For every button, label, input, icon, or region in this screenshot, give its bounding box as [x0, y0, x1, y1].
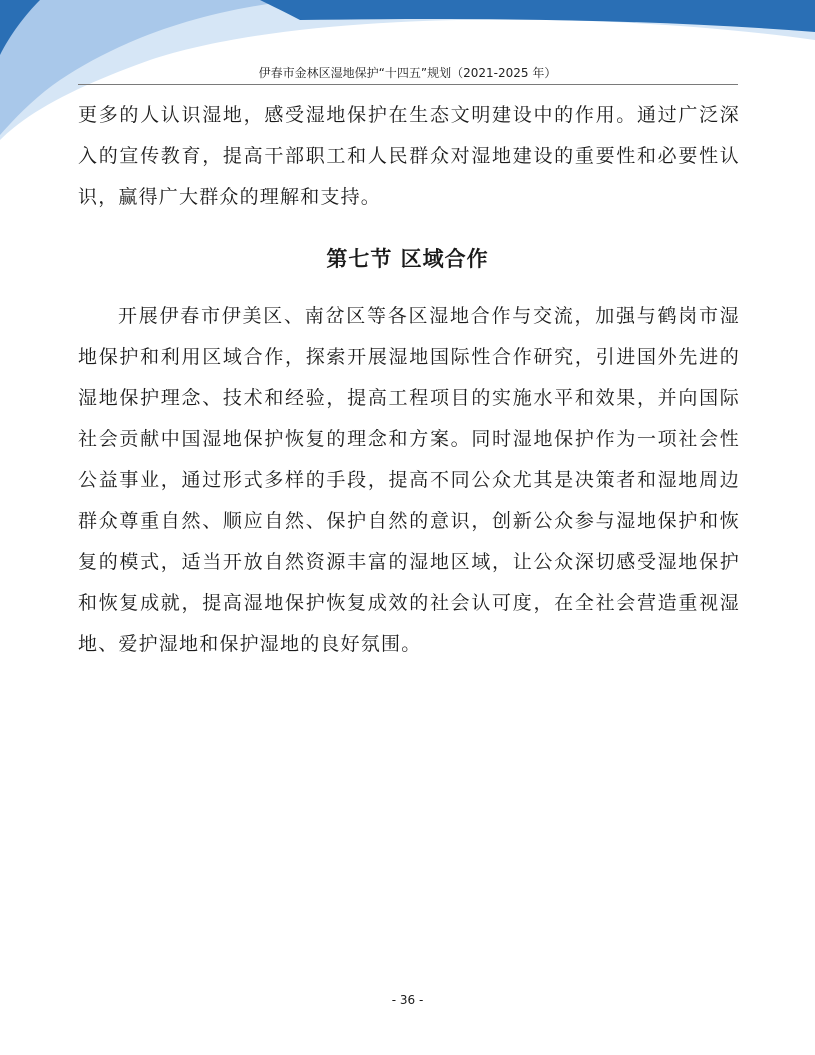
page-number: - 36 - [391, 993, 424, 1007]
section-heading: 第七节 区域合作 [326, 247, 489, 271]
document-header-title: 伊春市金林区湿地保护“十四五”规划（2021-2025 年） [258, 66, 557, 80]
header-divider [78, 84, 738, 85]
section-paragraph: 开展伊春市伊美区、南岔区等各区湿地合作与交流，加强与鹤岗市湿地保护和利用区域合作，探索开展湿地国际性合作研究，引进国外先进的湿地保护理念、技术和经验，提高工程项目的实施水平和效果，并向国际社会贡献中国湿地保护恢复的理念和方案。同时湿地保护作为一项社会性公益事业，通过形式多样的手段，提高不同公众尤其是决策者和湿地周边群众尊重自然、顺应自然、保护自然的意识，创新公众参与湿地保护和恢复的模式，适当开放自然资源丰富的湿地区域，让公众深切感受湿地保护和恢复成就，提高湿地保护恢复成效的社会认可度，在全社会营造重视湿地、爱护湿地和保护湿地的良好氛围。 [78, 305, 740, 655]
continuation-paragraph: 更多的人认识湿地，感受湿地保护在生态文明建设中的作用。通过广泛深入的宣传教育，提高干部职工和人民群众对湿地建设的重要性和必要性认识，赢得广大群众的理解和支持。 [78, 104, 740, 208]
